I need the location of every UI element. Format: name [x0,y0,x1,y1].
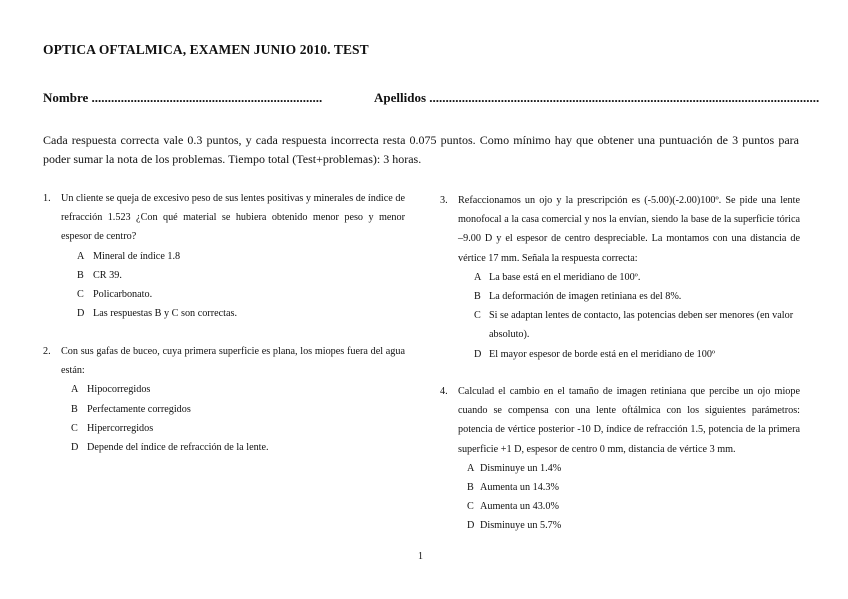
question-stem: Refaccionamos un ojo y la prescripción es (-5.00)(-2.00)100º. Se pide una lente monofocal a la casa comercial y nos la envían, siendo la base de la superficie tórica –9.00 D y el espesor de centro despreciable. La montamos con una distancia de vértice 17 mm. Señala la respuesta correcta: [458,195,800,264]
option-letter: D [467,520,475,532]
answer-option-c[interactable] [467,497,800,516]
question-stem: Calculad el cambio en el tamaño de imagen retiniana que percibe un ojo miope cuando se compensa con una lente oftálmica con los siguientes parámetros: potencia de vértice posterior -10 D, índice de refracción 1.5, potencia de la primera superficie +1 D, espesor de centro 0 mm, distancia de vértice 3 mm. [458,386,800,455]
option-text: Mineral de índice 1.8 [93,250,181,262]
exam-title: OPTICA OFTALMICA, EXAMEN JUNIO 2010. TEST [43,42,369,57]
answer-options [71,380,405,457]
option-text: Depende del índice de refracción de la lente. [87,442,269,454]
option-text: Policarbonato. [93,289,153,301]
answer-option-d[interactable] [467,516,800,535]
option-text: Hipocorregidos [87,384,151,396]
answer-option-b[interactable] [77,266,405,285]
option-letter: D [77,308,85,320]
answer-option-b[interactable] [474,287,800,306]
question-4 [440,382,800,536]
answer-option-c[interactable] [71,419,405,438]
question-stem: Con sus gafas de buceo, cuya primera superficie es plana, los miopes fuera del agua están: [61,346,405,377]
option-text: La deformación de imagen retiniana es del 8%. [489,291,682,303]
page-number: 1 [418,551,423,562]
answer-option-a[interactable] [474,268,800,287]
answer-option-a[interactable] [467,459,800,478]
option-letter: C [467,501,474,513]
question-1 [43,189,405,323]
answer-option-a[interactable] [71,380,405,399]
option-text: Disminuye un 1.4% [480,462,562,474]
option-letter: A [474,271,482,283]
option-text: Hipercorregidos [87,422,154,434]
nombre-field[interactable]: Nombre ....................................................................... [43,90,323,105]
answer-option-a[interactable] [77,247,405,266]
option-text: La base está en el meridiano de 100º. [489,271,641,283]
option-text: El mayor espesor de borde está en el meridiano de 100º [489,348,716,360]
option-letter: C [77,289,84,301]
question-number: 1. [43,193,51,204]
option-letter: A [77,250,85,262]
option-letter: B [71,403,78,415]
answer-option-c[interactable] [77,285,405,304]
option-letter: A [467,462,475,474]
instructions-paragraph: Cada respuesta correcta vale 0.3 puntos, y cada respuesta incorrecta resta 0.075 puntos. Como mínimo hay que obtener una puntuación de 3 puntos para poder sumar la nota de los problemas. Tiempo total (Test+problemas): 3 horas. [43,133,799,166]
option-letter: A [71,384,79,396]
answer-option-d[interactable] [474,345,800,364]
answer-options [467,459,800,536]
option-text: Las respuestas B y C son correctas. [93,308,238,320]
option-letter: B [467,482,474,494]
answer-options [474,268,800,364]
answer-option-d[interactable] [77,304,405,323]
option-letter: D [71,442,79,454]
option-text: Aumenta un 43.0% [480,501,559,513]
answer-option-b[interactable] [71,400,405,419]
answer-option-d[interactable] [71,438,405,457]
answer-options [77,247,405,324]
option-text: Perfectamente corregidos [87,403,191,415]
question-number: 2. [43,346,51,357]
option-text: CR 39. [93,269,122,281]
option-letter: B [77,269,84,281]
option-text: Si se adaptan lentes de contacto, las potencias deben ser menores (en valor absoluto). [489,310,794,341]
question-2 [43,342,405,457]
question-3 [440,191,800,364]
option-letter: C [474,310,481,322]
option-letter: B [474,291,481,303]
question-number: 4. [440,386,448,397]
option-text: Aumenta un 14.3% [480,482,559,494]
apellidos-field[interactable]: Apellidos ........................................................................................................................ [374,90,820,105]
answer-option-c[interactable] [474,306,800,344]
option-letter: C [71,422,78,434]
question-number: 3. [440,195,448,206]
option-letter: D [474,348,482,360]
question-stem: Un cliente se queja de excesivo peso de sus lentes positivas y minerales de índice de refracción 1.523 ¿Con qué material se hubiera obtenido menor peso y menor espesor de centro? [61,193,405,243]
option-text: Disminuye un 5.7% [480,520,562,532]
answer-option-b[interactable] [467,478,800,497]
